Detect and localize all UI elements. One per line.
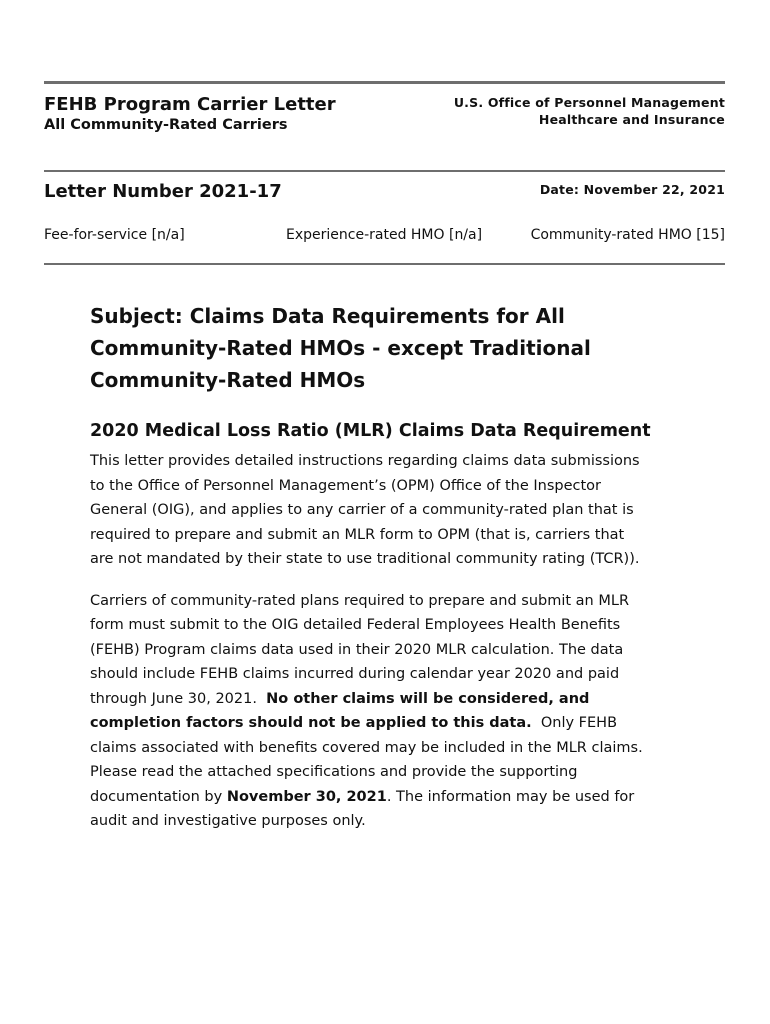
- paragraph-line: required to prepare and submit an MLR form to OPM (that is, carriers that: [90, 526, 625, 543]
- paragraph-text: documentation by: [90, 788, 227, 805]
- emphasis-text: completion factors should not be applied to this data.: [90, 715, 532, 731]
- subject-line: Community-Rated HMOs: [90, 368, 366, 392]
- header-bottom-rule: [44, 263, 725, 265]
- paragraph-line: claims associated with benefits covered may be included in the MLR claims.: [90, 739, 643, 756]
- requirements-paragraph: [90, 589, 690, 834]
- header-top-rule: [44, 81, 725, 84]
- letter-number: Letter Number 2021-17: [44, 181, 282, 202]
- letter-body: [90, 300, 690, 834]
- paragraph-line: audit and investigative purposes only.: [90, 813, 366, 829]
- paragraph-line: should include FEHB claims incurred during calendar year 2020 and paid: [90, 666, 620, 682]
- letter-date: Date: November 22, 2021: [539, 182, 725, 197]
- program-title: FEHB Program Carrier Letter: [44, 94, 336, 115]
- audience-subtitle: All Community-Rated Carriers: [44, 117, 288, 133]
- paragraph-line: to the Office of Personnel Management’s (OPM) Office of the Inspector: [90, 477, 602, 494]
- carrier-type-community-rated: Community-rated HMO [15]: [530, 227, 725, 243]
- paragraph-text: Only FEHB: [531, 715, 618, 731]
- carrier-type-fee-for-service: Fee-for-service [n/a]: [44, 227, 185, 243]
- subject-line: Subject: Claims Data Requirements for All: [90, 304, 565, 328]
- agency-block: [454, 94, 725, 128]
- agency-division: Healthcare and Insurance: [538, 112, 725, 127]
- intro-paragraph: [90, 449, 690, 572]
- carrier-type-experience-rated: Experience-rated HMO [n/a]: [286, 227, 483, 243]
- emphasis-text: No other claims will be considered, and: [266, 690, 590, 707]
- paragraph-line: (FEHB) Program claims data used in their 2020 MLR calculation. The data: [90, 641, 624, 658]
- section-heading: 2020 Medical Loss Ratio (MLR) Claims Data Requirement: [90, 421, 651, 441]
- paragraph-line: Carriers of community-rated plans required to prepare and submit an MLR: [90, 592, 630, 609]
- subject-line: Community-Rated HMOs - except Traditional: [90, 336, 591, 360]
- paragraph-line: form must submit to the OIG detailed Federal Employees Health Benefits: [90, 617, 621, 633]
- paragraph-line: Please read the attached specifications and provide the supporting: [90, 764, 578, 780]
- paragraph-text: . The information may be used for: [386, 788, 635, 805]
- paragraph-text: through June 30, 2021.: [90, 690, 267, 707]
- deadline-date: November 30, 2021: [226, 788, 387, 805]
- subject-heading: [90, 300, 690, 396]
- agency-name: U.S. Office of Personnel Management: [453, 95, 725, 110]
- paragraph-line: This letter provides detailed instructions regarding claims data submissions: [90, 453, 640, 469]
- header-middle-rule: [44, 170, 725, 172]
- paragraph-line: General (OIG), and applies to any carrier of a community-rated plan that is: [90, 502, 634, 518]
- paragraph-line: are not mandated by their state to use traditional community rating (TCR)).: [90, 551, 640, 567]
